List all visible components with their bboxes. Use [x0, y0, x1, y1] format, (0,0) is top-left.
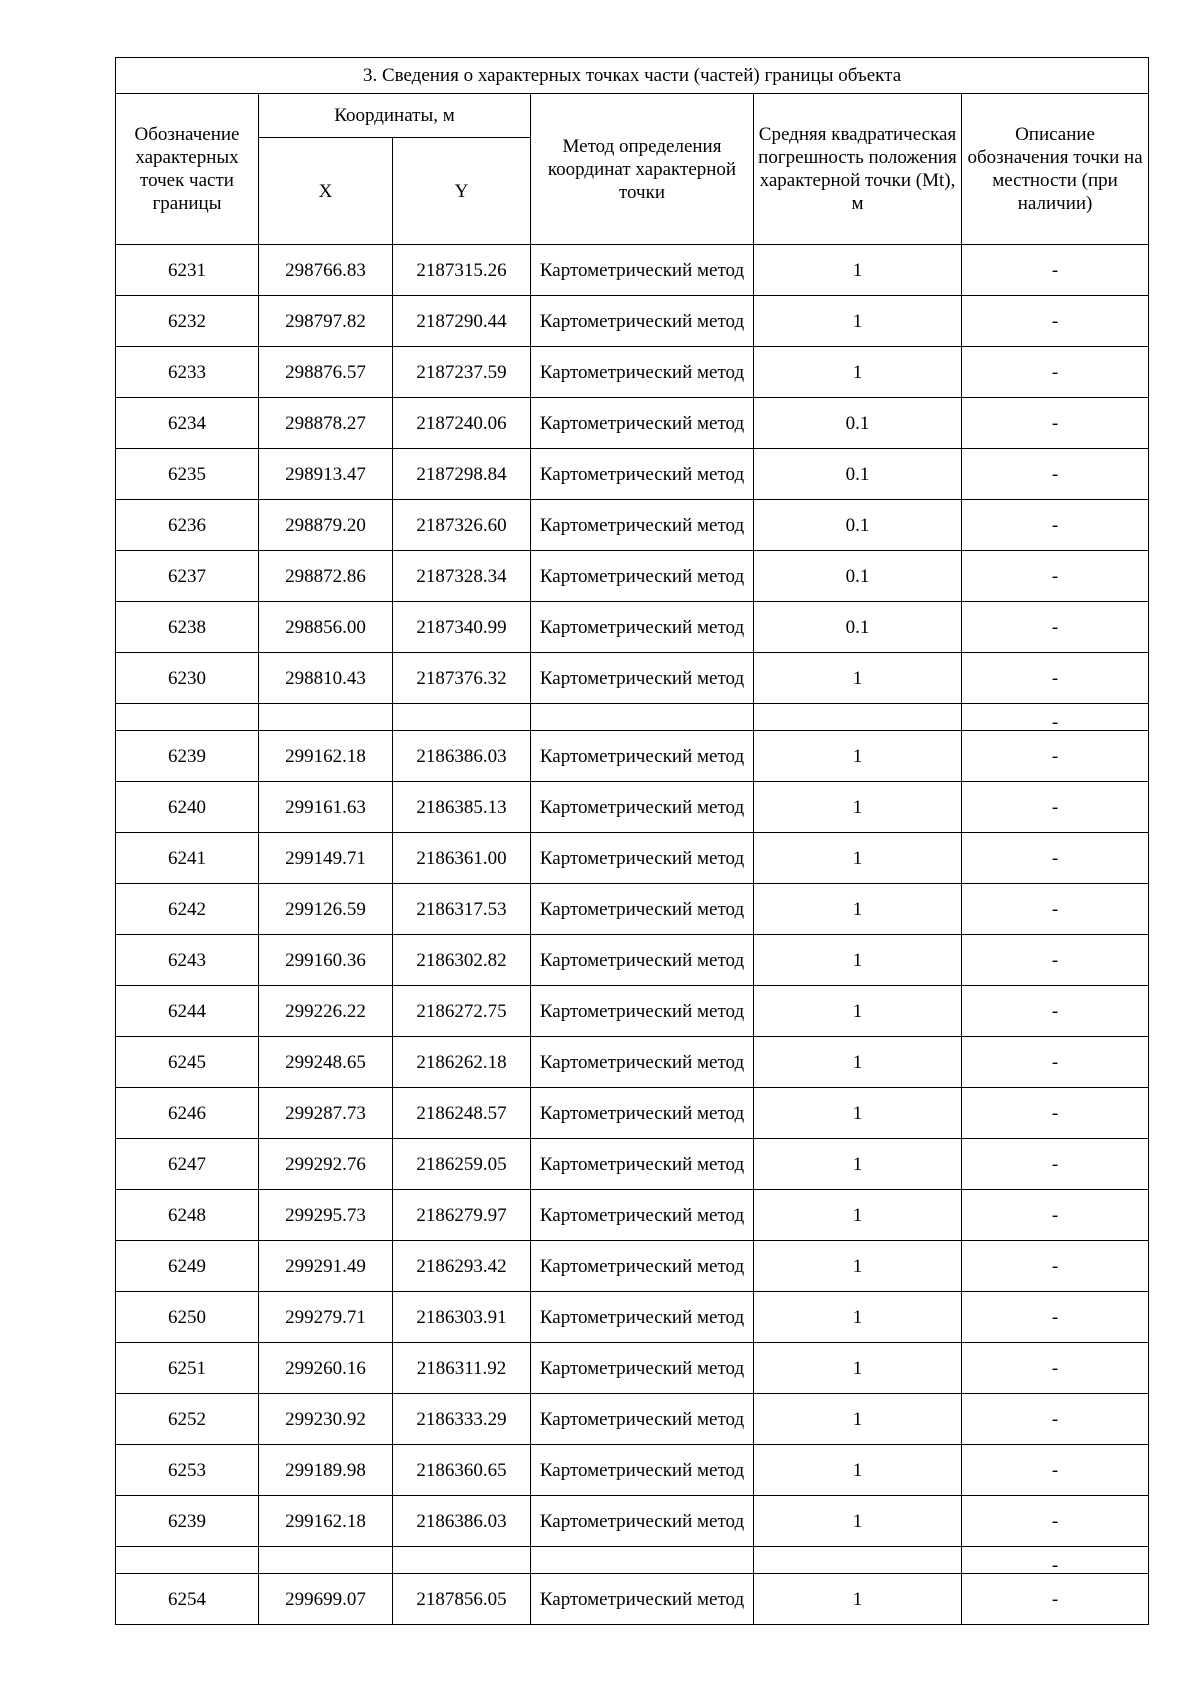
- method-cell: Картометрический метод: [531, 1496, 754, 1547]
- table-row: [116, 1241, 1149, 1292]
- method-cell: Картометрический метод: [531, 1343, 754, 1394]
- header-designation: Обозначение характерных точек части границы: [116, 94, 259, 245]
- y-cell: 2186317.53: [393, 884, 531, 935]
- y-cell: 2187298.84: [393, 449, 531, 500]
- table-row: [116, 1190, 1149, 1241]
- x-cell: 299149.71: [259, 833, 393, 884]
- x-cell: 299279.71: [259, 1292, 393, 1343]
- table-title: 3. Сведения о характерных точках части (частей) границы объекта: [116, 58, 1149, 94]
- y-cell: 2186385.13: [393, 782, 531, 833]
- error-cell: 1: [754, 1496, 962, 1547]
- method-cell: Картометрический метод: [531, 833, 754, 884]
- y-cell: 2186333.29: [393, 1394, 531, 1445]
- description-cell: -: [962, 1241, 1149, 1292]
- method-cell: Картометрический метод: [531, 1190, 754, 1241]
- point-cell: 6238: [116, 602, 259, 653]
- table-row: [116, 398, 1149, 449]
- x-cell: 298878.27: [259, 398, 393, 449]
- y-cell: 2186303.91: [393, 1292, 531, 1343]
- x-cell: 299160.36: [259, 935, 393, 986]
- x-cell: 299291.49: [259, 1241, 393, 1292]
- point-cell: 6241: [116, 833, 259, 884]
- x-cell: 299295.73: [259, 1190, 393, 1241]
- error-cell: 0.1: [754, 398, 962, 449]
- header-method: Метод определения координат характерной точки: [531, 94, 754, 245]
- x-cell: 299226.22: [259, 986, 393, 1037]
- x-cell: 298797.82: [259, 296, 393, 347]
- description-cell: -: [962, 296, 1149, 347]
- x-cell: 299162.18: [259, 1496, 393, 1547]
- error-cell: [754, 1547, 962, 1574]
- error-cell: 1: [754, 884, 962, 935]
- y-cell: 2186262.18: [393, 1037, 531, 1088]
- description-cell: -: [962, 1190, 1149, 1241]
- point-cell: 6239: [116, 731, 259, 782]
- x-cell: 298876.57: [259, 347, 393, 398]
- point-cell: 6237: [116, 551, 259, 602]
- error-cell: 1: [754, 1445, 962, 1496]
- method-cell: Картометрический метод: [531, 1037, 754, 1088]
- description-cell: -: [962, 449, 1149, 500]
- point-cell: 6253: [116, 1445, 259, 1496]
- error-cell: 1: [754, 1088, 962, 1139]
- description-cell: -: [962, 1574, 1149, 1625]
- error-cell: 0.1: [754, 500, 962, 551]
- x-cell: 299287.73: [259, 1088, 393, 1139]
- x-cell: [259, 704, 393, 731]
- description-cell: -: [962, 245, 1149, 296]
- point-cell: 6249: [116, 1241, 259, 1292]
- method-cell: Картометрический метод: [531, 1139, 754, 1190]
- description-cell: -: [962, 884, 1149, 935]
- header-description: Описание обозначения точки на местности (при наличии): [962, 94, 1149, 245]
- point-cell: [116, 704, 259, 731]
- point-cell: 6250: [116, 1292, 259, 1343]
- error-cell: 0.1: [754, 551, 962, 602]
- table-row: [116, 1139, 1149, 1190]
- y-cell: 2186302.82: [393, 935, 531, 986]
- method-cell: Картометрический метод: [531, 449, 754, 500]
- y-cell: [393, 704, 531, 731]
- point-cell: 6231: [116, 245, 259, 296]
- error-cell: 1: [754, 1574, 962, 1625]
- y-cell: 2187856.05: [393, 1574, 531, 1625]
- description-cell: -: [962, 986, 1149, 1037]
- x-cell: 298856.00: [259, 602, 393, 653]
- error-cell: 1: [754, 1241, 962, 1292]
- method-cell: Картометрический метод: [531, 245, 754, 296]
- method-cell: Картометрический метод: [531, 653, 754, 704]
- error-cell: 1: [754, 782, 962, 833]
- description-cell: -: [962, 833, 1149, 884]
- y-cell: 2186279.97: [393, 1190, 531, 1241]
- y-cell: 2187326.60: [393, 500, 531, 551]
- y-cell: 2186360.65: [393, 1445, 531, 1496]
- table-row: [116, 245, 1149, 296]
- error-cell: 1: [754, 1292, 962, 1343]
- table-row: [116, 986, 1149, 1037]
- point-cell: 6251: [116, 1343, 259, 1394]
- point-cell: 6245: [116, 1037, 259, 1088]
- table-body: [116, 245, 1149, 1625]
- method-cell: Картометрический метод: [531, 1241, 754, 1292]
- description-cell: -: [962, 1139, 1149, 1190]
- x-cell: [259, 1547, 393, 1574]
- x-cell: 299230.92: [259, 1394, 393, 1445]
- description-cell: -: [962, 347, 1149, 398]
- method-cell: Картометрический метод: [531, 986, 754, 1037]
- x-cell: 298872.86: [259, 551, 393, 602]
- table-row: [116, 551, 1149, 602]
- y-cell: 2187290.44: [393, 296, 531, 347]
- x-cell: 299260.16: [259, 1343, 393, 1394]
- error-cell: 0.1: [754, 449, 962, 500]
- error-cell: 1: [754, 296, 962, 347]
- description-cell: -: [962, 782, 1149, 833]
- method-cell: Картометрический метод: [531, 782, 754, 833]
- description-cell: -: [962, 602, 1149, 653]
- y-cell: 2186386.03: [393, 1496, 531, 1547]
- description-cell: -: [962, 1343, 1149, 1394]
- method-cell: [531, 704, 754, 731]
- header-coordinates: Координаты, м: [259, 94, 531, 138]
- x-cell: 299292.76: [259, 1139, 393, 1190]
- method-cell: Картометрический метод: [531, 1394, 754, 1445]
- y-cell: 2187240.06: [393, 398, 531, 449]
- x-cell: 298913.47: [259, 449, 393, 500]
- y-cell: 2186361.00: [393, 833, 531, 884]
- method-cell: Картометрический метод: [531, 1088, 754, 1139]
- x-cell: 298810.43: [259, 653, 393, 704]
- header-error: Средняя квадратическая погрешность положения характерной точки (Mt), м: [754, 94, 962, 245]
- table-row: [116, 1292, 1149, 1343]
- error-cell: 1: [754, 986, 962, 1037]
- y-cell: 2187328.34: [393, 551, 531, 602]
- table-row: [116, 1445, 1149, 1496]
- table-row: [116, 1037, 1149, 1088]
- description-cell: -: [962, 398, 1149, 449]
- x-cell: 299161.63: [259, 782, 393, 833]
- error-cell: 1: [754, 935, 962, 986]
- table-row: [116, 782, 1149, 833]
- table-separator-row: [116, 1547, 1149, 1574]
- table-row: [116, 1394, 1149, 1445]
- error-cell: 1: [754, 833, 962, 884]
- y-cell: 2187376.32: [393, 653, 531, 704]
- description-cell: -: [962, 653, 1149, 704]
- point-cell: 6248: [116, 1190, 259, 1241]
- description-cell: -: [962, 551, 1149, 602]
- description-cell: -: [962, 1496, 1149, 1547]
- point-cell: 6252: [116, 1394, 259, 1445]
- y-cell: [393, 1547, 531, 1574]
- method-cell: Картометрический метод: [531, 500, 754, 551]
- point-cell: 6230: [116, 653, 259, 704]
- method-cell: [531, 1547, 754, 1574]
- table-row: [116, 602, 1149, 653]
- description-cell: -: [962, 1394, 1149, 1445]
- error-cell: 1: [754, 653, 962, 704]
- error-cell: 1: [754, 1190, 962, 1241]
- error-cell: 1: [754, 1037, 962, 1088]
- description-cell: -: [962, 1037, 1149, 1088]
- method-cell: Картометрический метод: [531, 1574, 754, 1625]
- x-cell: 299699.07: [259, 1574, 393, 1625]
- table-row: [116, 449, 1149, 500]
- error-cell: 1: [754, 1394, 962, 1445]
- table-row: [116, 833, 1149, 884]
- table-row: [116, 884, 1149, 935]
- method-cell: Картометрический метод: [531, 551, 754, 602]
- y-cell: 2186293.42: [393, 1241, 531, 1292]
- description-cell: -: [962, 500, 1149, 551]
- x-cell: 299126.59: [259, 884, 393, 935]
- method-cell: Картометрический метод: [531, 731, 754, 782]
- point-cell: 6240: [116, 782, 259, 833]
- x-cell: 299189.98: [259, 1445, 393, 1496]
- description-cell: -: [962, 1547, 1149, 1574]
- method-cell: Картометрический метод: [531, 1445, 754, 1496]
- boundary-points-table: [115, 57, 1149, 1625]
- description-cell: -: [962, 1292, 1149, 1343]
- method-cell: Картометрический метод: [531, 935, 754, 986]
- x-cell: 298766.83: [259, 245, 393, 296]
- point-cell: 6246: [116, 1088, 259, 1139]
- table-row: [116, 1496, 1149, 1547]
- table-row: [116, 500, 1149, 551]
- method-cell: Картометрический метод: [531, 398, 754, 449]
- method-cell: Картометрический метод: [531, 296, 754, 347]
- error-cell: 1: [754, 1343, 962, 1394]
- error-cell: [754, 704, 962, 731]
- point-cell: [116, 1547, 259, 1574]
- y-cell: 2187237.59: [393, 347, 531, 398]
- description-cell: -: [962, 1445, 1149, 1496]
- point-cell: 6239: [116, 1496, 259, 1547]
- description-cell: -: [962, 1088, 1149, 1139]
- point-cell: 6233: [116, 347, 259, 398]
- point-cell: 6234: [116, 398, 259, 449]
- method-cell: Картометрический метод: [531, 1292, 754, 1343]
- error-cell: 1: [754, 245, 962, 296]
- table-row: [116, 935, 1149, 986]
- y-cell: 2186248.57: [393, 1088, 531, 1139]
- point-cell: 6254: [116, 1574, 259, 1625]
- table-separator-row: [116, 704, 1149, 731]
- point-cell: 6232: [116, 296, 259, 347]
- error-cell: 1: [754, 731, 962, 782]
- error-cell: 1: [754, 347, 962, 398]
- y-cell: 2187315.26: [393, 245, 531, 296]
- table-row: [116, 1574, 1149, 1625]
- point-cell: 6244: [116, 986, 259, 1037]
- y-cell: 2186259.05: [393, 1139, 531, 1190]
- description-cell: -: [962, 731, 1149, 782]
- error-cell: 1: [754, 1139, 962, 1190]
- y-cell: 2187340.99: [393, 602, 531, 653]
- x-cell: 298879.20: [259, 500, 393, 551]
- y-cell: 2186272.75: [393, 986, 531, 1037]
- point-cell: 6235: [116, 449, 259, 500]
- header-y: Y: [393, 138, 531, 245]
- description-cell: -: [962, 704, 1149, 731]
- method-cell: Картометрический метод: [531, 884, 754, 935]
- table-row: [116, 1343, 1149, 1394]
- table-row: [116, 731, 1149, 782]
- x-cell: 299162.18: [259, 731, 393, 782]
- x-cell: 299248.65: [259, 1037, 393, 1088]
- error-cell: 0.1: [754, 602, 962, 653]
- point-cell: 6242: [116, 884, 259, 935]
- point-cell: 6247: [116, 1139, 259, 1190]
- table-row: [116, 1088, 1149, 1139]
- point-cell: 6243: [116, 935, 259, 986]
- table-row: [116, 296, 1149, 347]
- y-cell: 2186311.92: [393, 1343, 531, 1394]
- y-cell: 2186386.03: [393, 731, 531, 782]
- description-cell: -: [962, 935, 1149, 986]
- method-cell: Картометрический метод: [531, 602, 754, 653]
- header-x: X: [259, 138, 393, 245]
- table-row: [116, 653, 1149, 704]
- method-cell: Картометрический метод: [531, 347, 754, 398]
- table-row: [116, 347, 1149, 398]
- point-cell: 6236: [116, 500, 259, 551]
